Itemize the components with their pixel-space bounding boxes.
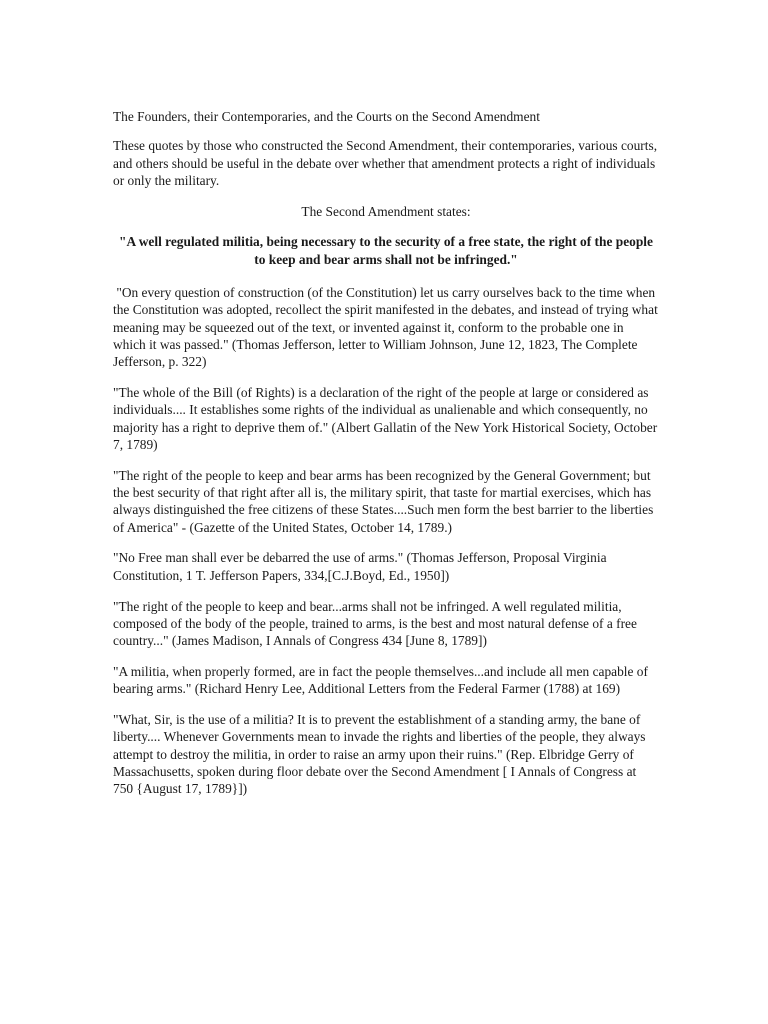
quote-paragraph: "No Free man shall ever be debarred the use of arms." (Thomas Jefferson, Proposal Virginia Constitution, 1 T. Jefferson Papers, 334,[C.J.Boyd, Ed., 1950])	[113, 550, 607, 583]
quote-paragraph: "The right of the people to keep and bear arms has been recognized by the General Government; but the best security of that right after all is, the military spirit, that taste for martial exercises, which has always distinguished the free citizens of these States....Such men form the best barrier to the liberties of America" - (Gazette of the United States, October 14, 1789.)	[113, 467, 654, 535]
document-page	[113, 108, 662, 811]
amendment-text: "A well regulated militia, being necessary to the security of a free state, the right of the people to keep and bear arms shall not be infringed."	[119, 234, 653, 267]
quote-paragraph: "A militia, when properly formed, are in fact the people themselves...and include all men capable of bearing arms." (Richard Henry Lee, Additional Letters from the Federal Farmer (1788) at 169)	[113, 663, 648, 697]
document-title: The Founders, their Contemporaries, and the Courts on the Second Amendment	[113, 109, 540, 124]
quote-paragraph: "On every question of construction (of the Constitution) let us carry ourselves back to the time when the Constitution was adopted, recollect the spirit manifested in the debates, and instead of trying what meaning may be squeezed out of the text, or invented against it, conform to the probable one in which it was passed." (Thomas Jefferson, letter to William Johnson, June 12, 1823, The Complete Jefferson, p. 322)	[113, 285, 662, 370]
quote-paragraph: "What, Sir, is the use of a militia? It is to prevent the establishment of a standing army, the bane of liberty.... Whenever Governments mean to invade the rights and liberties of the people, they always attempt to destroy the militia, in order to raise an army upon their ruins." (Rep. Elbridge Gerry of Massachusetts, spoken during floor debate over the Second Amendment [ I Annals of Congress at 750 {August 17, 1789}])	[113, 712, 646, 797]
intro-paragraph: These quotes by those who constructed the Second Amendment, their contemporaries, various courts, and others should be useful in the debate over whether that amendment protects a right of individuals or only the military.	[113, 138, 658, 188]
quote-paragraph: "The right of the people to keep and bear...arms shall not be infringed. A well regulated militia, composed of the body of the people, trained to arms, is the best and most natural defense of a free country..." (James Madison, I Annals of Congress 434 [June 8, 1789])	[113, 598, 637, 649]
amendment-heading: The Second Amendment states:	[301, 204, 471, 220]
quote-paragraph: "The whole of the Bill (of Rights) is a declaration of the right of the people at large or considered as individuals.... It establishes some rights of the individual as unalienable and which consequently, no majority has a right to deprive them of." (Albert Gallatin of the New York Historical Society, October 7, 1789)	[113, 385, 658, 452]
